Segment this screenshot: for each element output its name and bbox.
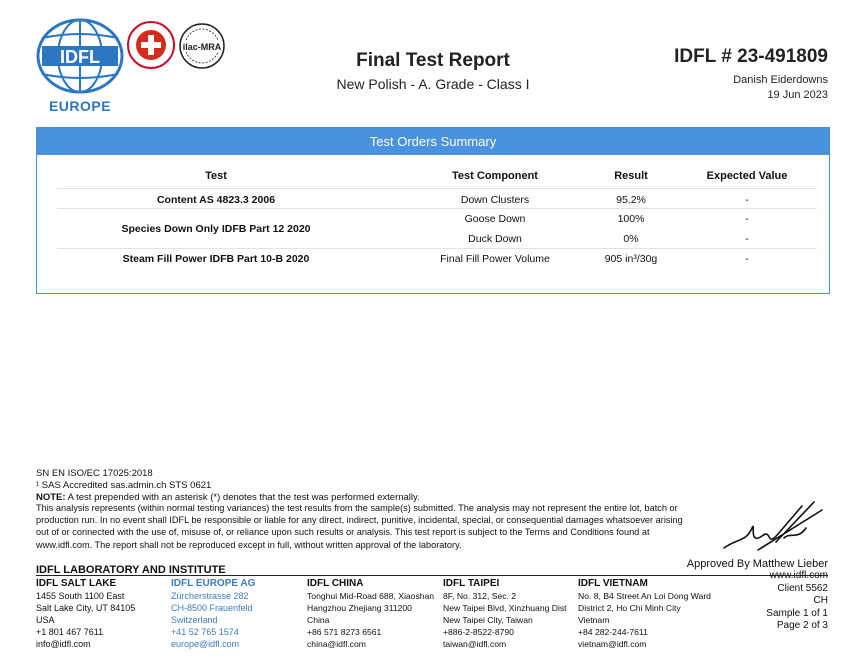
office-line: No. 8, B4 Street An Loi Dong Ward: [578, 591, 711, 601]
office-line: +84 282-244-7611: [578, 627, 648, 637]
table-cell-result: 95.2%: [616, 194, 646, 206]
office-name: IDFL CHINA: [307, 578, 364, 589]
office-line: 8F, No. 312, Sec. 2: [443, 591, 517, 601]
office-line: USA: [36, 615, 55, 625]
logo-region: EUROPE: [48, 98, 112, 114]
office-line: Tonghui Mid-Road 688, Xiaoshan: [307, 591, 435, 601]
table-cell-component: Final Fill Power Volume: [440, 253, 550, 265]
test-orders-summary: [36, 127, 830, 294]
office-salt-lake: [36, 578, 135, 650]
office-taipei: [443, 578, 567, 650]
office-line: Switzerland: [171, 615, 218, 625]
office-name: IDFL SALT LAKE: [36, 578, 117, 589]
office-line: Zürcherstrasse 282: [171, 591, 249, 601]
column-header-expected: Expected Value: [706, 170, 788, 182]
table-cell-test: Content AS 4823.3 2006: [156, 194, 276, 206]
disclaimer: This analysis represents (within normal testing variances) the test results from the sample(s) submitted. The analysis may not represent the entire lot, batch or production run. In no event shall IDFL be responsible or liable for any direct, indirect, punitive, incidental, special, or consequential damages whatsoever arising out of or connected with the use of, misuse of, or reliance upon such results or analysis. This test report is subject to the Terms and Conditions found at www.idfl.com. The report shall not be reproduced except in full, without written approval of the laboratory.: [36, 503, 683, 550]
ilac-mra-seal-icon: [178, 22, 226, 70]
logo-wordmark: IDFL: [60, 47, 100, 67]
ilac-text: ilac-MRA: [182, 42, 222, 52]
report-title: Final Test Report: [356, 50, 510, 71]
office-line: +886-2-8522-8790: [443, 627, 514, 637]
sample-count: Sample 1 of 1: [766, 607, 828, 619]
summary-title: Test Orders Summary: [37, 128, 829, 155]
sas-accreditation: ¹ SAS Accredited sas.admin.ch STS 0621: [36, 480, 212, 491]
office-name: IDFL EUROPE AG: [171, 578, 256, 589]
page-number: Page 2 of 3: [776, 620, 828, 632]
office-line: +41 52 765 1574: [171, 627, 239, 637]
office-line: vietnam@idfl.com: [578, 639, 647, 649]
report-subtitle: New Polish - A. Grade - Class I: [336, 76, 530, 92]
office-name: IDFL TAIPEI: [443, 578, 500, 589]
office-line: New Taipei Blvd, Xinzhuang Dist: [443, 603, 567, 613]
country-code: CH: [813, 595, 828, 607]
approved-by: Approved By Matthew Lieber: [686, 558, 828, 570]
client-name: Danish Eiderdowns: [733, 74, 828, 86]
table-cell-component: Down Clusters: [460, 194, 530, 206]
table-cell-result: 0%: [623, 233, 639, 245]
table-cell-result: 905 in³/30g: [604, 253, 658, 265]
office-line: Salt Lake City, UT 84105: [36, 603, 136, 613]
office-line: +86 571 8273 6561: [307, 627, 382, 637]
office-line: info@idfl.com: [36, 639, 91, 649]
signature-icon: [718, 498, 828, 556]
note-text: A test prepended with an asterisk (*) denotes that the test was performed externally.: [65, 492, 420, 503]
footer-divider: [36, 575, 828, 576]
table-cell-expected: -: [745, 194, 749, 206]
idfl-europe-logo: [36, 18, 126, 116]
office-line: Vietnam: [578, 615, 610, 625]
table-cell-expected: -: [745, 253, 749, 265]
office-line: taiwan@idfl.com: [443, 639, 507, 649]
report-number: IDFL # 23-491809: [674, 46, 828, 67]
report-meta: [766, 570, 828, 633]
lab-title: IDFL LABORATORY AND INSTITUTE: [36, 564, 226, 576]
table-cell-test: Steam Fill Power IDFB Part 10-B 2020: [122, 253, 310, 265]
globe-icon: [36, 18, 124, 94]
office-name: IDFL VIETNAM: [578, 578, 648, 589]
office-line: China: [307, 615, 330, 625]
table-cell-test: Species Down Only IDFB Part 12 2020: [121, 223, 311, 235]
column-header-result: Result: [614, 170, 648, 182]
note-label: NOTE:: [36, 492, 66, 503]
office-line: europe@idfl.com: [171, 639, 240, 649]
iso-standard: SN EN ISO/EC 17025:2018: [36, 468, 153, 479]
table-cell-component: Goose Down: [464, 213, 526, 225]
office-line: +1 801 467 7611: [36, 627, 104, 637]
table-cell-component: Duck Down: [468, 233, 522, 245]
office-line: china@idfl.com: [307, 639, 366, 649]
office-china: [307, 578, 434, 650]
office-europe: [171, 578, 255, 650]
office-line: CH-8500 Frauenfeld: [171, 603, 253, 613]
website: www.idfl.com: [769, 570, 828, 581]
table-cell-expected: -: [745, 233, 749, 245]
client-number: Client 5562: [777, 582, 828, 594]
office-line: Hangzhou Zhejiang 311200: [307, 603, 412, 613]
column-header-component: Test Component: [452, 170, 538, 182]
table-cell-expected: -: [745, 213, 749, 225]
office-vietnam: [578, 578, 711, 650]
office-line: New Taipei City, Taiwan: [443, 615, 533, 625]
office-line: 1455 South 1100 East: [36, 591, 125, 601]
report-date: 19 Jun 2023: [767, 89, 828, 101]
office-line: District 2, Ho Chi Minh City: [578, 603, 681, 613]
table-cell-result: 100%: [617, 213, 645, 225]
swiss-accreditation-seal-icon: [126, 20, 176, 70]
column-header-test: Test: [205, 170, 227, 182]
